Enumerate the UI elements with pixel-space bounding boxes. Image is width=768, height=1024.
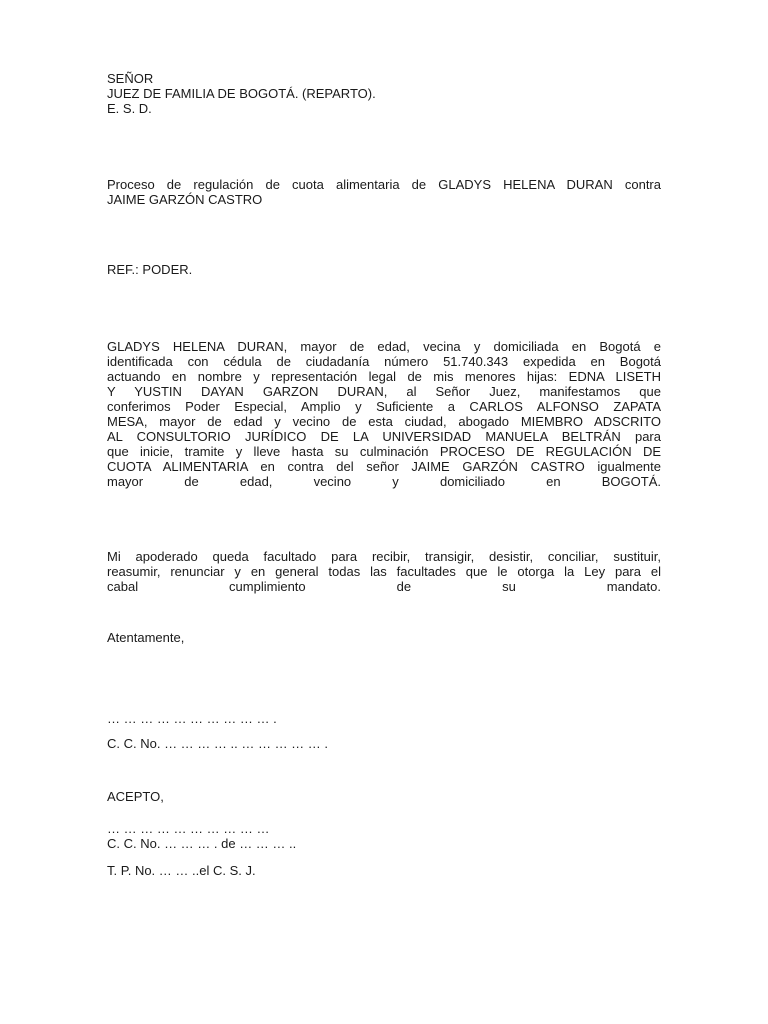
- body-line: AL CONSULTORIO JURÍDICO DE LA UNIVERSIDAD MANUELA BELTRÁN para: [107, 429, 661, 444]
- body-paragraph: [107, 339, 661, 489]
- closing-text: Atentamente,: [107, 630, 185, 645]
- grantor-cc: [107, 736, 661, 751]
- acceptance-label: ACEPTO,: [107, 789, 164, 804]
- body-line: MESA, mayor de edad y vecino de esta ciudad, abogado MIEMBRO ADSCRITO: [107, 414, 661, 429]
- body-line: identificada con cédula de ciudadanía número 51.740.343 expedida en Bogotá: [107, 354, 661, 369]
- process-line-2: JAIME GARZÓN CASTRO: [107, 192, 263, 207]
- powers-line: cabal cumplimiento de su mandato.: [107, 579, 661, 594]
- addressee-block: [107, 71, 661, 116]
- process-title-block: [107, 177, 661, 207]
- body-line: mayor de edad, vecino y domiciliado en BOGOTÁ.: [107, 474, 661, 489]
- powers-line: Mi apoderado queda facultado para recibir, transigir, desistir, conciliar, sustituir,: [107, 549, 661, 564]
- acceptance-tp-block: [107, 863, 661, 878]
- grantor-cc-text: C. C. No. … … … … .. … … … … … .: [107, 736, 329, 751]
- body-line: CUOTA ALIMENTARIA en contra del señor JAIME GARZÓN CASTRO igualmente: [107, 459, 661, 474]
- acceptance-tp-text: T. P. No. … … ..el C. S. J.: [107, 863, 256, 878]
- body-line: Y YUSTIN DAYAN GARZON DURAN, al Señor Juez, manifestamos que: [107, 384, 661, 399]
- body-line: GLADYS HELENA DURAN, mayor de edad, vecina y domiciliada en Bogotá e: [107, 339, 661, 354]
- addressee-line-1: SEÑOR: [107, 71, 154, 86]
- acceptance-signature-block: [107, 821, 661, 851]
- powers-line: reasumir, renunciar y en general todas las facultades que le otorga la Ley para el: [107, 564, 661, 579]
- acceptance-signature-dots: … … … … … … … … … …: [107, 821, 270, 836]
- body-line: que inicie, tramite y lleve hasta su culminación PROCESO DE REGULACIÓN DE: [107, 444, 661, 459]
- grantor-signature-line: [107, 711, 661, 726]
- acceptance-cc-text: C. C. No. … … … . de … … … ..: [107, 836, 297, 851]
- process-line-1: Proceso de regulación de cuota alimentaria de GLADYS HELENA DURAN contra: [107, 177, 661, 192]
- body-line: actuando en nombre y representación legal de mis menores hijas: EDNA LISETH: [107, 369, 661, 384]
- closing-block: [107, 630, 661, 645]
- reference-block: [107, 262, 661, 277]
- powers-paragraph: [107, 549, 661, 594]
- addressee-line-3: E. S. D.: [107, 101, 152, 116]
- reference-line: REF.: PODER.: [107, 262, 193, 277]
- signature-dots: … … … … … … … … … … .: [107, 711, 277, 726]
- addressee-line-2: JUEZ DE FAMILIA DE BOGOTÁ. (REPARTO).: [107, 86, 376, 101]
- acceptance-label-block: [107, 789, 661, 804]
- body-line: conferimos Poder Especial, Amplio y Suficiente a CARLOS ALFONSO ZAPATA: [107, 399, 661, 414]
